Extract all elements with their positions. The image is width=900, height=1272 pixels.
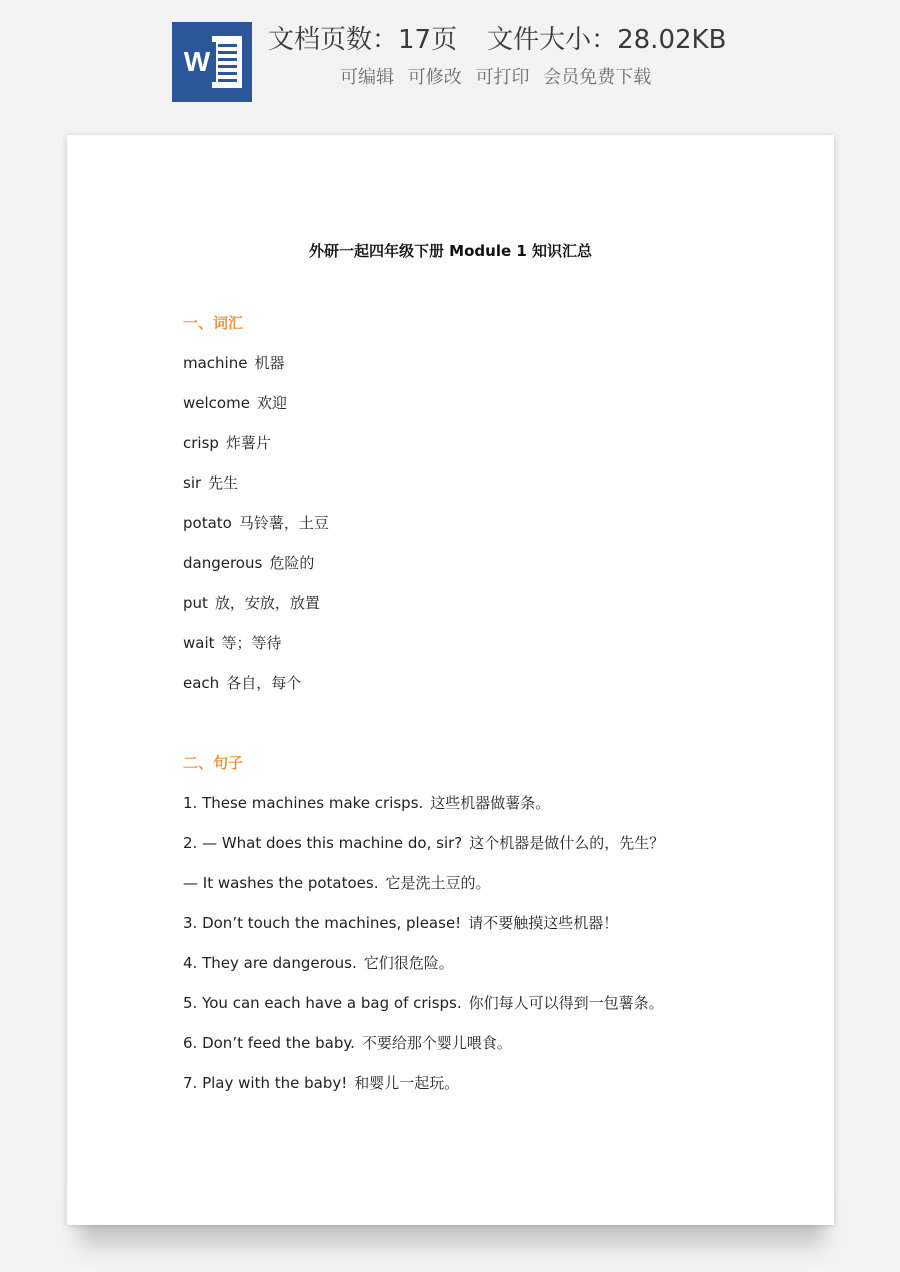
vocab-item: put 放，安放，放置 xyxy=(183,594,320,612)
sentence-item: 7. Play with the baby! 和婴儿一起玩。 xyxy=(183,1074,460,1092)
section-heading-vocabulary: 一、词汇 xyxy=(183,314,244,332)
sentence-item: — It washes the potatoes. 它是洗土豆的。 xyxy=(183,874,491,892)
document-lines-graphic xyxy=(212,36,242,88)
sentence-item: 5. You can each have a bag of crisps. 你们每人可以得到一包薯条。 xyxy=(183,994,664,1012)
section-heading-sentences: 二、句子 xyxy=(183,754,244,772)
vocab-item: potato 马铃薯，土豆 xyxy=(183,514,329,532)
vocab-item: welcome 欢迎 xyxy=(183,394,287,412)
vocab-item: wait 等；等待 xyxy=(183,634,282,652)
document-info-banner xyxy=(0,0,900,118)
sentence-item: 3. Don’t touch the machines, please! 请不要触摸这些机器！ xyxy=(183,914,619,932)
file-size: 文件大小：28.02KB xyxy=(487,25,727,55)
feature-free-download: 会员免费下载 xyxy=(543,67,652,88)
sentence-item: 6. Don’t feed the baby. 不要给那个婴儿喂食。 xyxy=(183,1034,512,1052)
page-count: 文档页数：17页 xyxy=(268,25,458,55)
vocab-item: sir 先生 xyxy=(183,474,239,492)
sentence-item: 4. They are dangerous. 它们很危险。 xyxy=(183,954,454,972)
feature-editable: 可编辑 xyxy=(340,67,394,88)
vocab-item: each 各自，每个 xyxy=(183,674,302,692)
document-title: 外研一起四年级下册 Module 1 知识汇总 xyxy=(308,242,593,260)
vocab-item: crisp 炸薯片 xyxy=(183,434,271,452)
feature-list xyxy=(340,64,659,92)
vocab-item: dangerous 危险的 xyxy=(183,554,315,572)
feature-printable: 可打印 xyxy=(475,67,530,88)
feature-modifiable: 可修改 xyxy=(407,67,462,88)
word-document-icon xyxy=(172,22,252,102)
word-letter-tile: W xyxy=(178,42,216,82)
document-page xyxy=(67,135,834,1225)
vocab-item: machine 机器 xyxy=(183,354,285,372)
file-info xyxy=(268,20,726,60)
sentence-item: 2. — What does this machine do, sir? 这个机器是做什么的，先生？ xyxy=(183,834,665,852)
sentence-item: 1. These machines make crisps. 这些机器做薯条。 xyxy=(183,794,551,812)
